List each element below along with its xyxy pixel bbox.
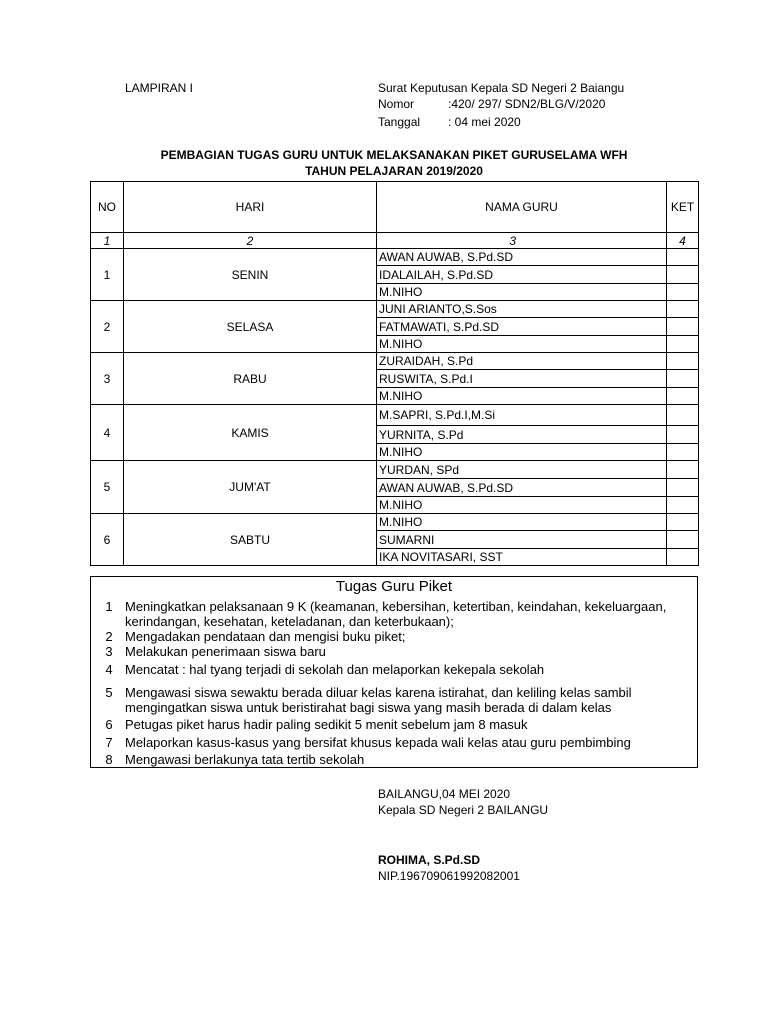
day-hari-cell: JUM'AT <box>124 461 377 514</box>
nama-guru-cell: M.NIHO <box>377 444 667 461</box>
ket-cell <box>667 370 699 388</box>
nama-guru-cell: JUNI ARIANTO,S.Sos <box>377 301 667 318</box>
ket-cell <box>667 353 699 370</box>
day-hari-cell: SELASA <box>124 301 377 353</box>
day-hari-cell: RABU <box>124 353 377 405</box>
ket-cell <box>667 444 699 461</box>
index-cell: 3 <box>377 233 667 249</box>
nama-guru-cell: AWAN AUWAB, S.Pd.SD <box>377 479 667 497</box>
tugas-item-number: 1 <box>105 599 113 614</box>
header-ket: KET <box>667 182 699 233</box>
day-no-cell: 4 <box>91 405 124 461</box>
lampiran-label: LAMPIRAN I <box>125 81 194 95</box>
ket-cell <box>667 426 699 444</box>
table-row <box>91 301 699 318</box>
tugas-item-text: Mengawasi siswa sewaktu berada diluar kelas karena istirahat, dan keliling kelas sambil mengingatkan siswa untuk beristirahat bagi siswa yang masih berada di dalam kelas <box>125 685 632 715</box>
ket-cell <box>667 514 699 531</box>
nama-guru-cell: FATMAWATI, S.Pd.SD <box>377 318 667 336</box>
nama-guru-cell: AWAN AUWAB, S.Pd.SD <box>377 249 667 266</box>
tugas-item-text: Melaporkan kasus-kasus yang bersifat khusus kepada wali kelas atau guru pembimbing <box>125 735 631 750</box>
day-no-cell: 3 <box>91 353 124 405</box>
ket-cell <box>667 461 699 479</box>
nomor-value: :420/ 297/ SDN2/BLG/V/2020 <box>448 97 606 111</box>
tugas-title: Tugas Guru Piket <box>335 578 453 595</box>
day-no-cell: 6 <box>91 514 124 566</box>
tugas-item-text: Melakukan penerimaan siswa baru <box>125 644 326 659</box>
nama-guru-cell: RUSWITA, S.Pd.I <box>377 370 667 388</box>
nama-guru-cell: IKA NOVITASARI, SST <box>377 549 667 566</box>
tugas-item-number: 8 <box>105 752 113 767</box>
ket-cell <box>667 497 699 514</box>
nama-guru-cell: YURNITA, S.Pd <box>377 426 667 444</box>
nama-guru-cell: M.NIHO <box>377 514 667 531</box>
piket-schedule-table <box>90 181 699 566</box>
ket-cell <box>667 249 699 266</box>
day-no-cell: 5 <box>91 461 124 514</box>
ket-cell <box>667 549 699 566</box>
day-no-cell: 1 <box>91 249 124 301</box>
index-cell: 1 <box>91 233 124 249</box>
ket-cell <box>667 336 699 353</box>
ket-cell <box>667 284 699 301</box>
nama-guru-cell: M.NIHO <box>377 284 667 301</box>
day-hari-cell: SENIN <box>124 249 377 301</box>
nama-guru-cell: IDALAILAH, S.Pd.SD <box>377 266 667 284</box>
tugas-item-number: 2 <box>105 629 113 644</box>
ket-cell <box>667 531 699 549</box>
surat-keputusan-label: Surat Keputusan Kepala SD Negeri 2 Baiangu <box>378 81 625 95</box>
ket-cell <box>667 405 699 426</box>
nomor-label: Nomor <box>378 97 415 111</box>
signature-place-date: BAILANGU,04 MEI 2020 <box>378 787 511 801</box>
header-nama-guru: NAMA GURU <box>377 182 667 233</box>
document-title-line2: TAHUN PELAJARAN 2019/2020 <box>305 164 483 178</box>
day-hari-cell: SABTU <box>124 514 377 566</box>
tanggal-value: : 04 mei 2020 <box>448 115 521 129</box>
tugas-item-text: Mengawasi berlakunya tata tertib sekolah <box>125 752 365 767</box>
day-no-cell: 2 <box>91 301 124 353</box>
table-index-row <box>91 233 699 249</box>
table-row <box>91 461 699 479</box>
tugas-item-number: 3 <box>105 644 113 659</box>
ket-cell <box>667 266 699 284</box>
day-hari-cell: KAMIS <box>124 405 377 461</box>
header-no: NO <box>91 182 124 233</box>
table-row <box>91 353 699 370</box>
tugas-guru-piket-box <box>90 576 698 768</box>
nama-guru-cell: YURDAN, SPd <box>377 461 667 479</box>
signature-name: ROHIMA, S.Pd.SD <box>378 853 481 867</box>
ket-cell <box>667 479 699 497</box>
nama-guru-cell: ZURAIDAH, S.Pd <box>377 353 667 370</box>
signature-nip: NIP.196709061992082001 <box>378 869 520 883</box>
ket-cell <box>667 318 699 336</box>
nama-guru-cell: M.NIHO <box>377 497 667 514</box>
ket-cell <box>667 388 699 405</box>
document-title-line1: PEMBAGIAN TUGAS GURU UNTUK MELAKSANAKAN PIKET GURUSELAMA WFH <box>160 148 628 162</box>
nama-guru-cell: M.NIHO <box>377 336 667 353</box>
tugas-item-text: Petugas piket harus hadir paling sedikit 5 menit sebelum jam 8 masuk <box>125 717 528 732</box>
table-header-row <box>91 182 699 233</box>
tugas-item-number: 6 <box>105 717 113 732</box>
nama-guru-cell: M.NIHO <box>377 388 667 405</box>
nama-guru-cell: M.SAPRI, S.Pd.I,M.Si <box>377 405 667 426</box>
index-cell: 2 <box>124 233 377 249</box>
table-row <box>91 405 699 426</box>
ket-cell <box>667 301 699 318</box>
table-row <box>91 514 699 531</box>
index-cell: 4 <box>667 233 699 249</box>
tugas-item-text: Meningkatkan pelaksanaan 9 K (keamanan, kebersihan, ketertiban, keindahan, kekeluargaan, kerindangan, kesehatan, keteladanan, dan keterbukaan); <box>125 599 667 629</box>
tanggal-label: Tanggal <box>378 115 421 129</box>
tugas-item-number: 5 <box>105 685 113 700</box>
tugas-item-number: 7 <box>105 735 113 750</box>
tugas-item-text: Mengadakan pendataan dan mengisi buku piket; <box>125 629 406 644</box>
tugas-item-text: Mencatat : hal tyang terjadi di sekolah dan melaporkan kekepala sekolah <box>125 662 545 677</box>
signature-position: Kepala SD Negeri 2 BAILANGU <box>378 803 549 817</box>
nama-guru-cell: SUMARNI <box>377 531 667 549</box>
header-hari: HARI <box>124 182 377 233</box>
tugas-item-number: 4 <box>105 662 113 677</box>
table-row <box>91 249 699 266</box>
